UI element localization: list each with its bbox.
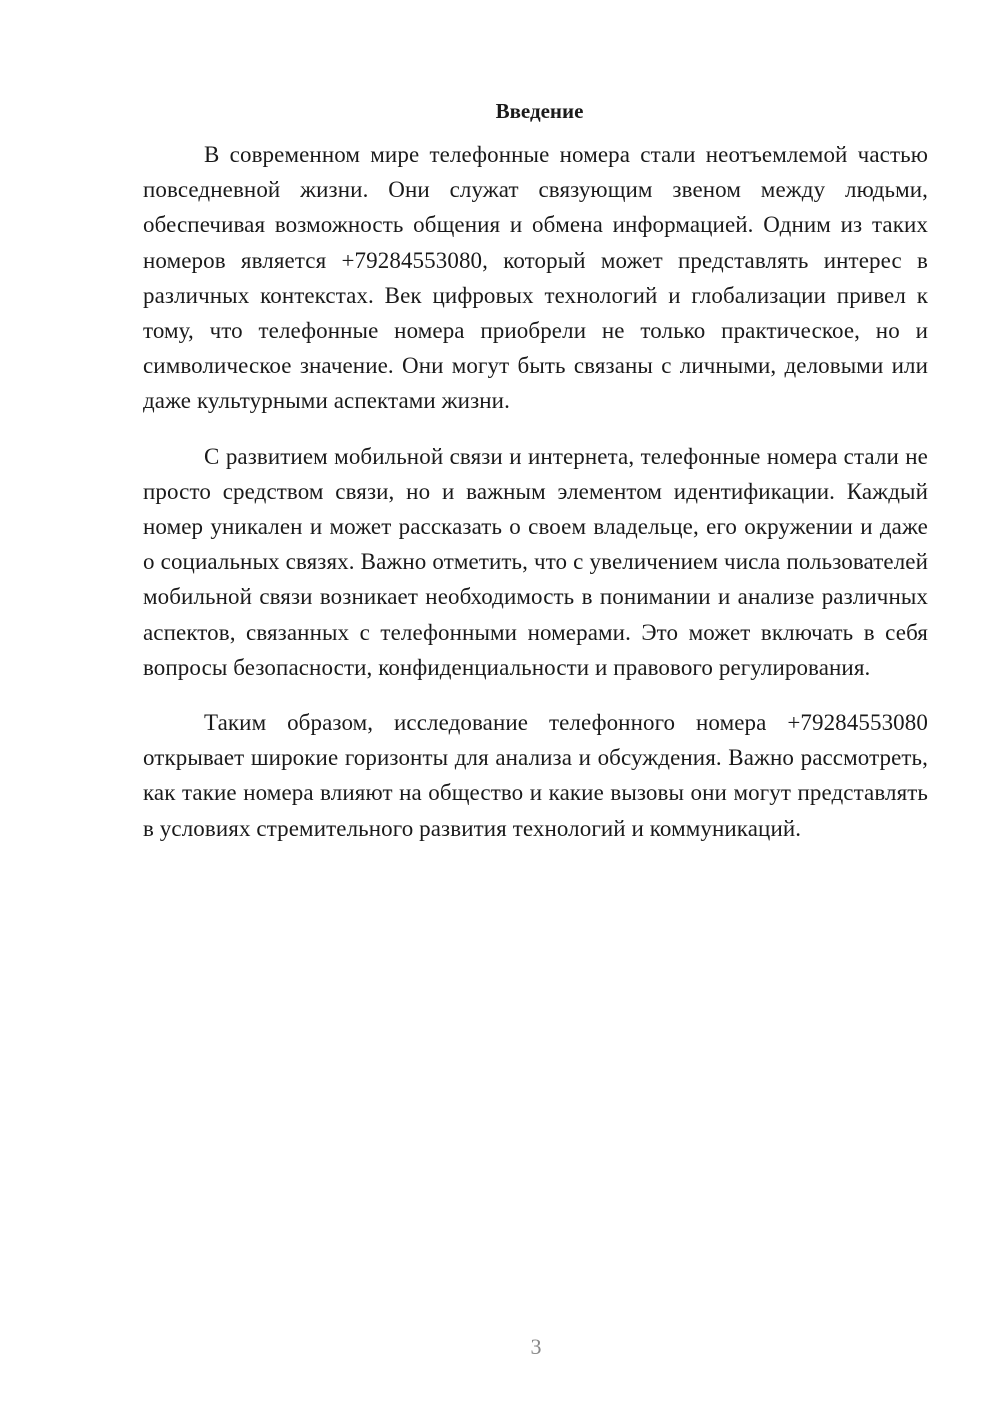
page-content xyxy=(143,97,928,866)
paragraph-2: С развитием мобильной связи и интернета, телефонные номера стали не просто средством связи, но и важным элементом идентификации. Каждый номер уникален и может рассказать о своем владельце, его окружении и даже о социальных связях. Важно отметить, что с увеличением числа пользователей мобильной связи возникает необходимость в понимании и анализе различных аспектов, связанных с телефонными номерами. Это может включать в себя вопросы безопасности, конфиденциальности и правового регулирования. xyxy=(143,443,928,680)
paragraph-1: В современном мире телефонные номера стали неотъемлемой частью повседневной жизни. Они служат связующим звеном между людьми, обеспечивая возможность общения и обмена информацией. Одним из таких номеров является +79284553080, который может представлять интерес в различных контекстах. Век цифровых технологий и глобализации привел к тому, что телефонные номера приобрели не только практическое, но и символическое значение. Они могут быть связаны с личными, деловыми или даже культурными аспектами жизни. xyxy=(143,142,928,414)
page-number: 3 xyxy=(530,1334,542,1359)
paragraph-3: Таким образом, исследование телефонного номера +79284553080 открывает широкие горизонты для анализа и обсуждения. Важно рассмотреть, как такие номера влияют на общество и какие вызовы они могут представлять в условиях стремительного развития технологий и коммуникаций. xyxy=(143,710,928,841)
section-heading: Введение xyxy=(495,99,584,123)
